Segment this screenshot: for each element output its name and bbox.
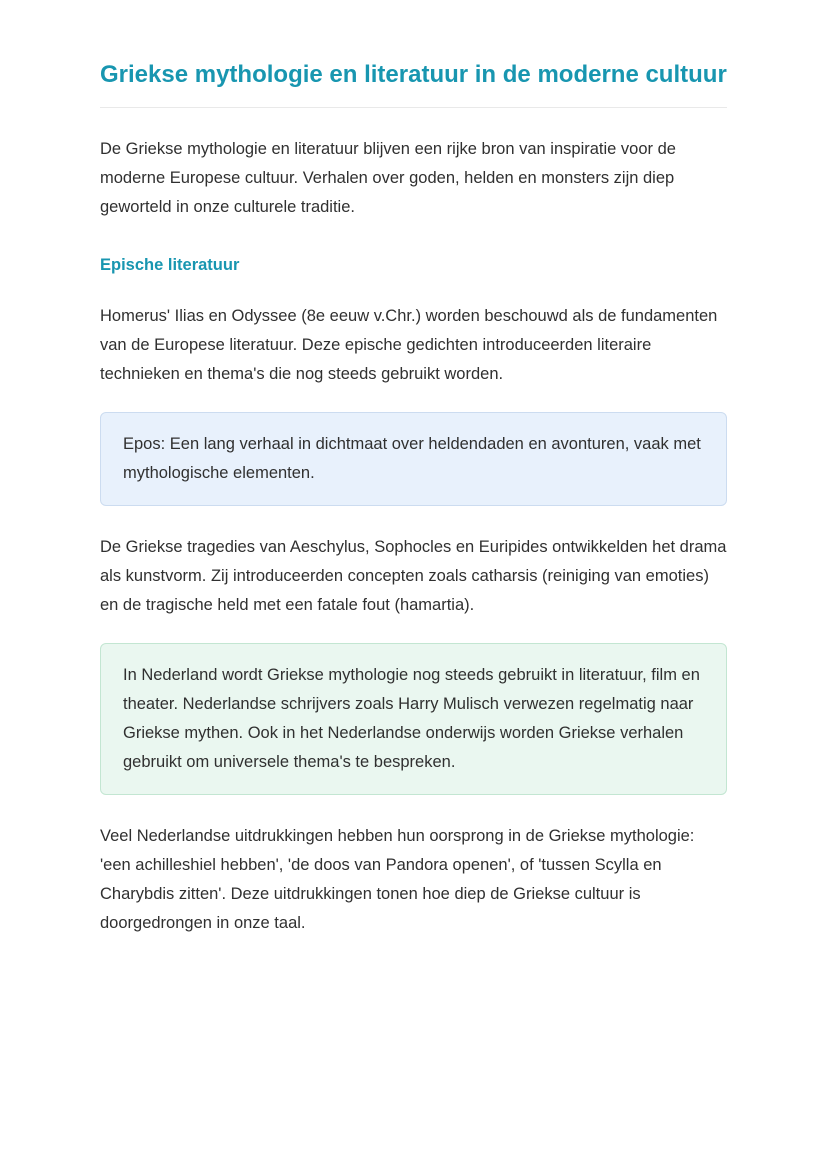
uitdrukkingen-paragraph: Veel Nederlandse uitdrukkingen hebben hun oorsprong in de Griekse mythologie: 'een achilleshiel hebben', 'de doos van Pandora openen', of 'tussen Scylla en Charybdis zitten'. Deze uitdrukkingen tonen hoe diep de Griekse cultuur is doorgedrongen in onze taal. <box>100 827 695 932</box>
definition-callout-box: Epos: Een lang verhaal in dichtmaat over heldendaden en avonturen, vaak met mythologische elementen. <box>100 412 727 506</box>
section-heading-epische-literatuur: Epische literatuur <box>100 256 240 274</box>
page-title: Griekse mythologie en literatuur in de moderne cultuur <box>100 60 727 108</box>
tragedie-paragraph: De Griekse tragedies van Aeschylus, Sophocles en Euripides ontwikkelden het drama als kunstvorm. Zij introduceerden concepten zoals catharsis (reiniging van emoties) en de tragische held met een fatale fout (hamartia). <box>100 538 727 614</box>
homerus-paragraph: Homerus' Ilias en Odyssee (8e eeuw v.Chr.) worden beschouwd als de fundamenten van de Europese literatuur. Deze epische gedichten introduceerden literaire technieken en thema's die nog steeds gebruikt worden. <box>100 307 718 383</box>
intro-paragraph: De Griekse mythologie en literatuur blijven een rijke bron van inspiratie voor de moderne Europese cultuur. Verhalen over goden, helden en monsters zijn diep geworteld in onze culturele traditie. <box>100 140 676 216</box>
document-page <box>100 0 727 938</box>
note-callout-box: In Nederland wordt Griekse mythologie nog steeds gebruikt in literatuur, film en theater. Nederlandse schrijvers zoals Harry Mulisch verwezen regelmatig naar Griekse mythen. Ook in het Nederlandse onderwijs worden Griekse verhalen gebruikt om universele thema's te bespreken. <box>100 643 727 795</box>
